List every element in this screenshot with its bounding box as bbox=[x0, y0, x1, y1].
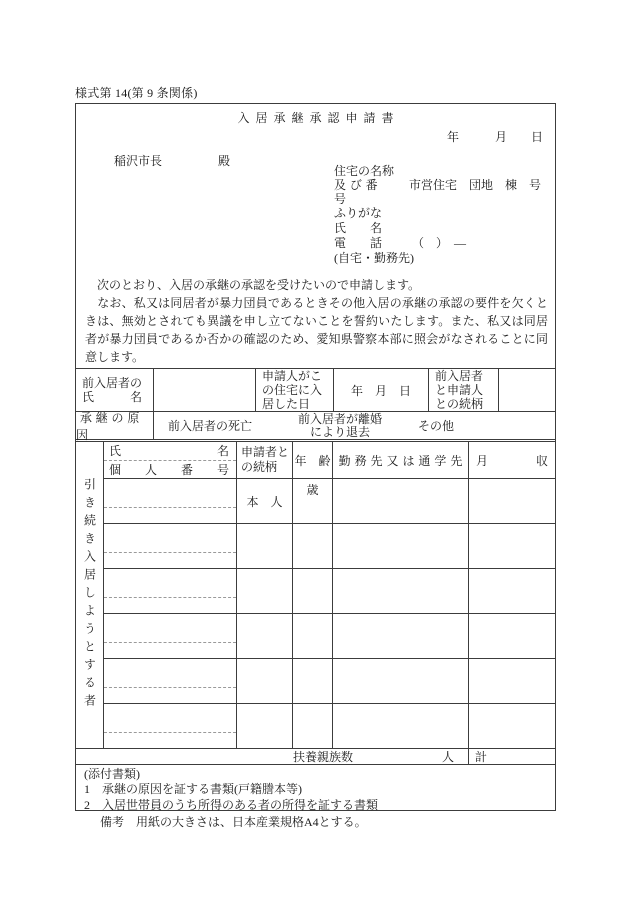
member-workplace-cell bbox=[333, 614, 469, 659]
member-workplace-cell bbox=[333, 659, 469, 704]
cause-option-other: その他 bbox=[418, 419, 455, 433]
member-relation-cell bbox=[237, 569, 293, 614]
member-number-field bbox=[104, 733, 236, 748]
header-name-number-cell bbox=[104, 442, 237, 479]
header-age-cell: 年 齢 bbox=[293, 442, 333, 479]
dependents-unit: 人 bbox=[441, 750, 454, 764]
member-name-number-cell bbox=[104, 479, 237, 524]
cause-option-death: 前入居者の死亡 bbox=[168, 419, 253, 433]
declaration-line-1: 次のとおり、入居の承継の承認を受けたいので申請します。 bbox=[85, 278, 421, 292]
date-field: 年 月 日 bbox=[446, 130, 543, 144]
member-number-field bbox=[104, 598, 236, 613]
member-age-cell bbox=[293, 524, 333, 569]
member-name-field bbox=[104, 659, 236, 688]
cause-option-divorce: 前入居者が離婚 により退去 bbox=[298, 411, 383, 439]
member-name-number-cell bbox=[104, 704, 237, 749]
member-number-field bbox=[104, 553, 236, 568]
housing-name-label: 住宅の名称 及び番号 bbox=[334, 164, 395, 206]
addressee-name: 稲沢市長 bbox=[114, 154, 163, 168]
member-name-field bbox=[104, 479, 236, 508]
member-income-cell bbox=[469, 659, 556, 704]
remarks-note: 備考 用紙の大きさは、日本産業規格A4とする。 bbox=[100, 815, 367, 829]
member-relation-cell bbox=[237, 704, 293, 749]
member-name-number-cell bbox=[104, 569, 237, 614]
member-relation-cell bbox=[237, 614, 293, 659]
member-relation-cell bbox=[237, 524, 293, 569]
housing-name-value: 市営住宅 団地 棟 号 bbox=[409, 177, 542, 192]
member-workplace-cell bbox=[333, 569, 469, 614]
member-workplace-cell bbox=[333, 704, 469, 749]
addressee-line bbox=[114, 152, 230, 169]
declaration-text bbox=[85, 276, 548, 366]
header-relation-cell: 申請者と の続柄 bbox=[237, 442, 293, 479]
member-age-cell bbox=[293, 614, 333, 659]
applicant-info-block bbox=[334, 164, 541, 266]
member-income-cell bbox=[469, 704, 556, 749]
income-total-cell bbox=[469, 749, 556, 765]
phone-label: 電 話 （ ） — bbox=[334, 236, 467, 250]
dependents-count-cell bbox=[76, 749, 469, 765]
dependents-label: 扶養親族数 bbox=[292, 750, 353, 764]
succession-cause-options-cell bbox=[154, 412, 556, 440]
total-label: 計 bbox=[475, 750, 488, 764]
member-name-field bbox=[104, 569, 236, 598]
member-name-number-cell bbox=[104, 524, 237, 569]
succession-cause-label-cell: 承継の原因 bbox=[76, 412, 154, 440]
member-number-field bbox=[104, 643, 236, 658]
page-title: 入居承継承認申請書 bbox=[237, 111, 400, 125]
member-name-field bbox=[104, 524, 236, 553]
form-number: 様式第 14(第 9 条関係) bbox=[75, 86, 198, 100]
housing-name-row bbox=[334, 164, 541, 206]
attachments-section bbox=[76, 765, 556, 813]
member-name-field bbox=[104, 704, 236, 733]
movein-date-label-cell: 申請人がこ の住宅に入 居した日 bbox=[256, 369, 334, 412]
phone-note: (自宅・勤務先) bbox=[334, 251, 414, 265]
header-personal-number-label: 個 人 番 号 bbox=[109, 462, 230, 477]
member-relation-cell: 本 人 bbox=[237, 479, 293, 524]
furigana-label: ふりがな bbox=[334, 206, 383, 220]
member-workplace-cell bbox=[333, 479, 469, 524]
declaration-line-2: なお、私又は同居者が暴力団員であるときその他入居の承継の承認の要件を欠くときは、無効とされても異議を申し立てないことを誓約いたします。また、私又は同居者が暴力団員であるか否かの確認のため、愛知県警察本部に照会がなされることに同意します。 bbox=[85, 296, 548, 364]
header-workplace-cell: 勤務先又は通学先 bbox=[333, 442, 469, 479]
member-workplace-cell bbox=[333, 524, 469, 569]
member-relation-cell bbox=[237, 659, 293, 704]
member-name-number-cell bbox=[104, 614, 237, 659]
addressee-honorific: 殿 bbox=[218, 154, 231, 168]
prev-resident-name-label-cell: 前入居者の 氏 名 bbox=[76, 369, 154, 412]
prev-resident-relation-input-cell bbox=[499, 369, 556, 412]
member-number-field bbox=[104, 688, 236, 703]
movein-date-value-cell: 年 月 日 bbox=[334, 369, 429, 412]
member-name-number-cell bbox=[104, 659, 237, 704]
header-income-cell: 月 収 bbox=[469, 442, 556, 479]
member-income-cell bbox=[469, 479, 556, 524]
side-label-continuing-residents: 引き続き入居しようとする者 bbox=[76, 442, 104, 749]
member-age-cell: 歳 bbox=[293, 479, 333, 524]
member-number-field bbox=[104, 508, 236, 523]
member-name-field bbox=[104, 614, 236, 643]
prev-resident-name-input-cell bbox=[154, 369, 256, 412]
member-age-cell bbox=[293, 569, 333, 614]
attachments-heading: (添付書類) bbox=[84, 767, 140, 781]
header-name-label: 氏 名 bbox=[104, 442, 236, 461]
household-members-table bbox=[76, 441, 556, 765]
attachment-item-1: 1 承継の原因を証する書類(戸籍謄本等) bbox=[84, 782, 302, 797]
member-income-cell bbox=[469, 614, 556, 659]
member-age-cell bbox=[293, 659, 333, 704]
member-age-cell bbox=[293, 704, 333, 749]
member-income-cell bbox=[469, 524, 556, 569]
name-label: 氏 名 bbox=[334, 221, 383, 235]
attachment-item-2: 2 入居世帯員のうち所得のある者の所得を証する書類 bbox=[84, 797, 379, 812]
prev-resident-relation-label-cell: 前入居者 と申請人 との続柄 bbox=[429, 369, 499, 412]
member-income-cell bbox=[469, 569, 556, 614]
form-border-box bbox=[75, 103, 556, 811]
previous-resident-table bbox=[76, 368, 556, 440]
